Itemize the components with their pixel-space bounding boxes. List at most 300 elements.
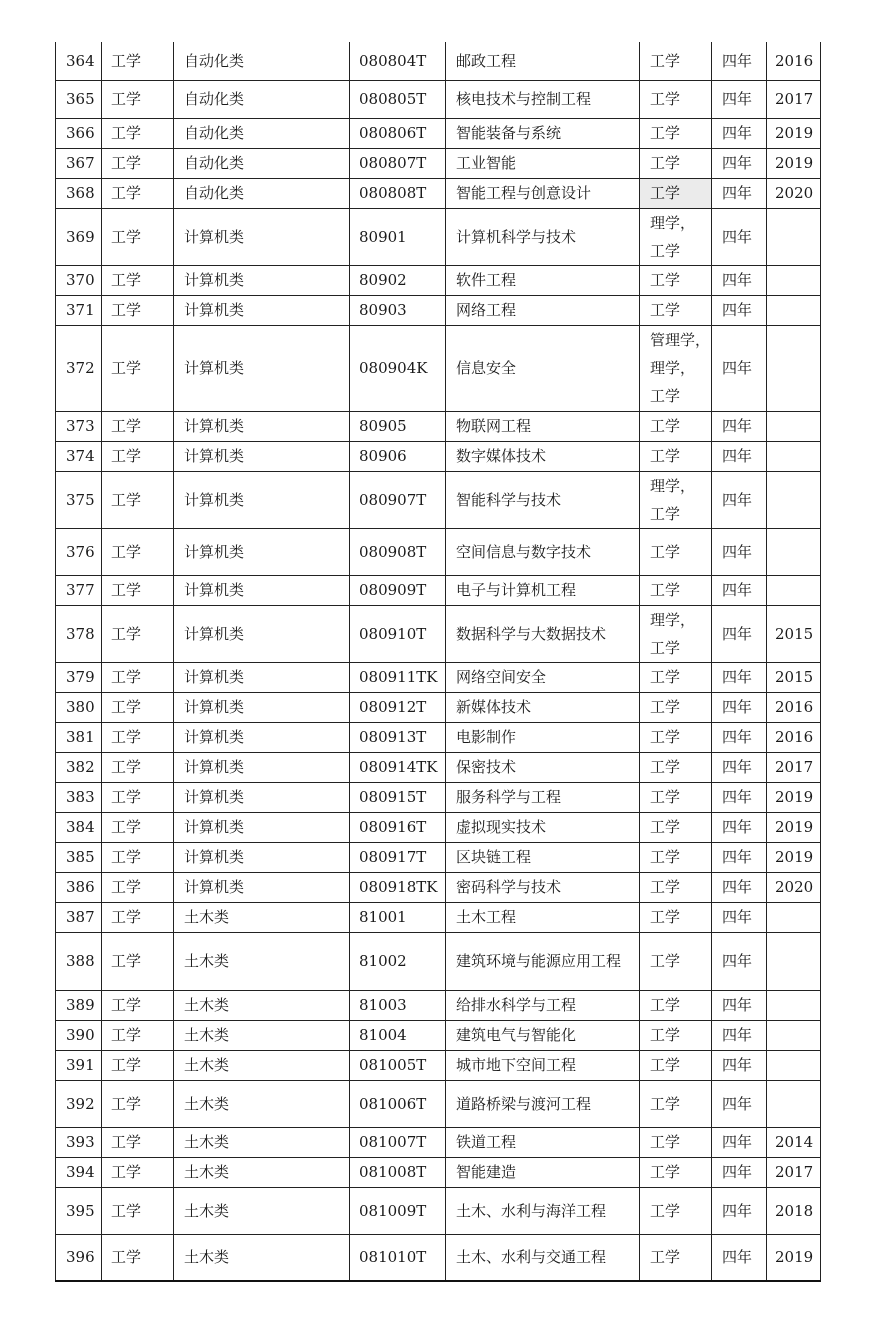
- table-row: [56, 1127, 821, 1157]
- row-number: 385: [56, 842, 102, 872]
- table-row: [56, 752, 821, 782]
- year-added-cell: 2020: [767, 872, 821, 902]
- category-cell: 计算机类: [174, 722, 350, 752]
- degree-cell: [640, 1020, 712, 1050]
- duration-cell: 四年: [712, 575, 767, 605]
- category-cell: 自动化类: [174, 178, 350, 208]
- category-cell: 计算机类: [174, 295, 350, 325]
- degree-cell: [640, 295, 712, 325]
- category-cell: 土木类: [174, 1080, 350, 1127]
- table-row: [56, 148, 821, 178]
- category-cell: 自动化类: [174, 42, 350, 80]
- row-number: 381: [56, 722, 102, 752]
- degree-cell: [640, 990, 712, 1020]
- major-code-cell: 080909T: [350, 575, 446, 605]
- major-name-cell: 邮政工程: [446, 42, 640, 80]
- table-row: [56, 42, 821, 80]
- degree-line: 工学: [650, 447, 681, 465]
- year-added-cell: 2015: [767, 662, 821, 692]
- discipline-cell: 工学: [102, 80, 174, 118]
- major-name-cell: 数据科学与大数据技术: [446, 605, 640, 662]
- row-number: 383: [56, 782, 102, 812]
- major-code-cell: 080808T: [350, 178, 446, 208]
- major-name-cell: 区块链工程: [446, 842, 640, 872]
- discipline-cell: 工学: [102, 411, 174, 441]
- table-row: [56, 471, 821, 528]
- row-number: 382: [56, 752, 102, 782]
- duration-cell: 四年: [712, 265, 767, 295]
- year-added-cell: [767, 932, 821, 990]
- degree-cell: [640, 471, 712, 528]
- major-name-cell: 道路桥梁与渡河工程: [446, 1080, 640, 1127]
- duration-cell: 四年: [712, 1127, 767, 1157]
- year-added-cell: [767, 990, 821, 1020]
- year-added-cell: [767, 1050, 821, 1080]
- category-cell: 计算机类: [174, 528, 350, 575]
- category-cell: 土木类: [174, 1050, 350, 1080]
- year-added-cell: 2019: [767, 842, 821, 872]
- degree-cell: [640, 528, 712, 575]
- year-added-cell: [767, 575, 821, 605]
- duration-cell: 四年: [712, 932, 767, 990]
- category-cell: 土木类: [174, 902, 350, 932]
- major-name-cell: 计算机科学与技术: [446, 208, 640, 265]
- row-number: 395: [56, 1187, 102, 1234]
- row-number: 393: [56, 1127, 102, 1157]
- degree-cell: [640, 1234, 712, 1281]
- discipline-cell: 工学: [102, 752, 174, 782]
- degree-cell: [640, 1157, 712, 1187]
- major-code-cell: 080917T: [350, 842, 446, 872]
- year-added-cell: [767, 208, 821, 265]
- discipline-cell: 工学: [102, 148, 174, 178]
- category-cell: 土木类: [174, 1234, 350, 1281]
- year-added-cell: [767, 1080, 821, 1127]
- category-cell: 土木类: [174, 1187, 350, 1234]
- degree-line: 工学: [650, 1248, 681, 1267]
- major-code-cell: 080805T: [350, 80, 446, 118]
- duration-cell: 四年: [712, 902, 767, 932]
- row-number: 388: [56, 932, 102, 990]
- degree-cell: [640, 411, 712, 441]
- discipline-cell: 工学: [102, 208, 174, 265]
- duration-cell: 四年: [712, 1187, 767, 1234]
- major-code-cell: 081009T: [350, 1187, 446, 1234]
- table-row: [56, 178, 821, 208]
- row-number: 380: [56, 692, 102, 722]
- degree-line: 工学: [650, 1026, 681, 1044]
- year-added-cell: [767, 441, 821, 471]
- major-name-cell: 电子与计算机工程: [446, 575, 640, 605]
- major-code-cell: 80906: [350, 441, 446, 471]
- duration-cell: 四年: [712, 662, 767, 692]
- major-name-cell: 智能建造: [446, 1157, 640, 1187]
- duration-cell: 四年: [712, 692, 767, 722]
- major-name-cell: 密码科学与技术: [446, 872, 640, 902]
- table-row: [56, 1234, 821, 1281]
- degree-line: 理学，: [650, 213, 696, 232]
- degree-line: 工学: [650, 301, 681, 319]
- category-cell: 计算机类: [174, 782, 350, 812]
- year-added-cell: 2019: [767, 148, 821, 178]
- row-number: 394: [56, 1157, 102, 1187]
- year-added-cell: 2016: [767, 692, 821, 722]
- degree-cell: [640, 902, 712, 932]
- degree-line: 工学: [650, 1133, 681, 1151]
- year-added-cell: [767, 902, 821, 932]
- row-number: 375: [56, 471, 102, 528]
- year-added-cell: 2019: [767, 118, 821, 148]
- degree-cell: [640, 80, 712, 118]
- degree-line: 工学: [650, 581, 681, 599]
- major-code-cell: 080806T: [350, 118, 446, 148]
- discipline-cell: 工学: [102, 1080, 174, 1127]
- year-added-cell: [767, 325, 821, 411]
- discipline-cell: 工学: [102, 575, 174, 605]
- major-code-cell: 080908T: [350, 528, 446, 575]
- duration-cell: 四年: [712, 528, 767, 575]
- duration-cell: 四年: [712, 812, 767, 842]
- degree-line: 工学: [650, 952, 681, 970]
- major-code-cell: 080918TK: [350, 872, 446, 902]
- degree-cell: [640, 662, 712, 692]
- degree-line: 工学: [650, 1201, 681, 1220]
- duration-cell: 四年: [712, 1080, 767, 1127]
- major-code-cell: 080910T: [350, 605, 446, 662]
- degree-cell: [640, 1127, 712, 1157]
- category-cell: 计算机类: [174, 605, 350, 662]
- table-row: [56, 842, 821, 872]
- major-code-cell: 81001: [350, 902, 446, 932]
- degree-cell: [640, 118, 712, 148]
- degree-line: 工学: [650, 728, 681, 746]
- major-code-cell: 080912T: [350, 692, 446, 722]
- duration-cell: 四年: [712, 605, 767, 662]
- table-row: [56, 812, 821, 842]
- degree-line: 工学: [650, 698, 681, 716]
- duration-cell: 四年: [712, 722, 767, 752]
- table-row: [56, 1020, 821, 1050]
- degree-line: 理学，: [650, 476, 696, 495]
- degree-line: 工学: [650, 51, 681, 70]
- row-number: 368: [56, 178, 102, 208]
- major-code-cell: 81004: [350, 1020, 446, 1050]
- degree-line: 工学: [650, 90, 681, 108]
- row-number: 376: [56, 528, 102, 575]
- row-number: 364: [56, 42, 102, 80]
- discipline-cell: 工学: [102, 662, 174, 692]
- table-row: [56, 872, 821, 902]
- discipline-cell: 工学: [102, 902, 174, 932]
- major-code-cell: 080904K: [350, 325, 446, 411]
- year-added-cell: [767, 411, 821, 441]
- major-name-cell: 土木、水利与交通工程: [446, 1234, 640, 1281]
- year-added-cell: 2019: [767, 1234, 821, 1281]
- year-added-cell: 2016: [767, 722, 821, 752]
- duration-cell: 四年: [712, 752, 767, 782]
- degree-cell: [640, 325, 712, 411]
- row-number: 367: [56, 148, 102, 178]
- table-row: [56, 1187, 821, 1234]
- major-name-cell: 土木工程: [446, 902, 640, 932]
- table-row: [56, 295, 821, 325]
- major-name-cell: 物联网工程: [446, 411, 640, 441]
- degree-line: 工学: [650, 1163, 681, 1181]
- major-name-cell: 建筑电气与智能化: [446, 1020, 640, 1050]
- category-cell: 自动化类: [174, 80, 350, 118]
- major-code-cell: 80902: [350, 265, 446, 295]
- degree-cell: [640, 752, 712, 782]
- degree-line: 工学: [650, 124, 681, 142]
- year-added-cell: [767, 265, 821, 295]
- degree-line: 工学: [650, 271, 681, 289]
- major-name-cell: 数字媒体技术: [446, 441, 640, 471]
- degree-cell: [640, 722, 712, 752]
- discipline-cell: 工学: [102, 528, 174, 575]
- row-number: 387: [56, 902, 102, 932]
- year-added-cell: 2019: [767, 812, 821, 842]
- major-code-cell: 080911TK: [350, 662, 446, 692]
- year-added-cell: 2017: [767, 1157, 821, 1187]
- degree-line: 工学: [650, 241, 681, 260]
- duration-cell: 四年: [712, 325, 767, 411]
- row-number: 391: [56, 1050, 102, 1080]
- major-code-cell: 080807T: [350, 148, 446, 178]
- degree-cell: [640, 872, 712, 902]
- discipline-cell: 工学: [102, 1050, 174, 1080]
- duration-cell: 四年: [712, 208, 767, 265]
- duration-cell: 四年: [712, 471, 767, 528]
- duration-cell: 四年: [712, 782, 767, 812]
- major-name-cell: 智能工程与创意设计: [446, 178, 640, 208]
- discipline-cell: 工学: [102, 990, 174, 1020]
- table-row: [56, 325, 821, 411]
- category-cell: 计算机类: [174, 471, 350, 528]
- degree-cell: [640, 1187, 712, 1234]
- row-number: 371: [56, 295, 102, 325]
- year-added-cell: [767, 471, 821, 528]
- category-cell: 计算机类: [174, 842, 350, 872]
- table-row: [56, 118, 821, 148]
- major-code-cell: 80903: [350, 295, 446, 325]
- category-cell: 土木类: [174, 1020, 350, 1050]
- discipline-cell: 工学: [102, 1234, 174, 1281]
- row-number: 386: [56, 872, 102, 902]
- category-cell: 计算机类: [174, 441, 350, 471]
- row-number: 390: [56, 1020, 102, 1050]
- discipline-cell: 工学: [102, 932, 174, 990]
- degree-cell: [640, 1050, 712, 1080]
- duration-cell: 四年: [712, 1157, 767, 1187]
- major-name-cell: 智能装备与系统: [446, 118, 640, 148]
- row-number: 373: [56, 411, 102, 441]
- category-cell: 自动化类: [174, 148, 350, 178]
- discipline-cell: 工学: [102, 1127, 174, 1157]
- year-added-cell: 2020: [767, 178, 821, 208]
- table-row: [56, 411, 821, 441]
- table-row: [56, 662, 821, 692]
- major-code-cell: 081008T: [350, 1157, 446, 1187]
- degree-line: 工学: [650, 788, 681, 806]
- major-name-cell: 电影制作: [446, 722, 640, 752]
- degree-cell: [640, 178, 712, 208]
- major-code-cell: 080915T: [350, 782, 446, 812]
- major-code-cell: 81002: [350, 932, 446, 990]
- major-code-cell: 081010T: [350, 1234, 446, 1281]
- degree-line: 工学: [650, 387, 681, 405]
- table-row: [56, 722, 821, 752]
- duration-cell: 四年: [712, 990, 767, 1020]
- year-added-cell: 2014: [767, 1127, 821, 1157]
- major-name-cell: 网络工程: [446, 295, 640, 325]
- degree-line: 工学: [650, 154, 681, 172]
- duration-cell: 四年: [712, 80, 767, 118]
- row-number: 366: [56, 118, 102, 148]
- table-row: [56, 441, 821, 471]
- discipline-cell: 工学: [102, 265, 174, 295]
- category-cell: 土木类: [174, 1127, 350, 1157]
- row-number: 374: [56, 441, 102, 471]
- category-cell: 计算机类: [174, 575, 350, 605]
- discipline-cell: 工学: [102, 722, 174, 752]
- major-code-cell: 081007T: [350, 1127, 446, 1157]
- discipline-cell: 工学: [102, 782, 174, 812]
- table-row: [56, 932, 821, 990]
- category-cell: 计算机类: [174, 325, 350, 411]
- row-number: 370: [56, 265, 102, 295]
- table-row: [56, 208, 821, 265]
- table-row: [56, 80, 821, 118]
- row-number: 379: [56, 662, 102, 692]
- degree-line: 工学: [650, 848, 681, 866]
- duration-cell: 四年: [712, 118, 767, 148]
- row-number: 372: [56, 325, 102, 411]
- degree-cell: [640, 842, 712, 872]
- duration-cell: 四年: [712, 1020, 767, 1050]
- duration-cell: 四年: [712, 872, 767, 902]
- discipline-cell: 工学: [102, 872, 174, 902]
- major-name-cell: 软件工程: [446, 265, 640, 295]
- degree-line: 工学: [650, 878, 681, 896]
- row-number: 389: [56, 990, 102, 1020]
- degree-line: 工学: [650, 908, 681, 926]
- major-name-cell: 智能科学与技术: [446, 471, 640, 528]
- major-name-cell: 保密技术: [446, 752, 640, 782]
- category-cell: 计算机类: [174, 812, 350, 842]
- table-row: [56, 605, 821, 662]
- major-name-cell: 建筑环境与能源应用工程: [446, 932, 640, 990]
- row-number: 369: [56, 208, 102, 265]
- duration-cell: 四年: [712, 148, 767, 178]
- discipline-cell: 工学: [102, 1157, 174, 1187]
- discipline-cell: 工学: [102, 812, 174, 842]
- degree-line: 工学: [650, 668, 681, 686]
- degree-cell: [640, 42, 712, 80]
- major-name-cell: 铁道工程: [446, 1127, 640, 1157]
- table-row: [56, 1157, 821, 1187]
- table-row: [56, 782, 821, 812]
- discipline-cell: 工学: [102, 605, 174, 662]
- year-added-cell: 2019: [767, 782, 821, 812]
- duration-cell: 四年: [712, 1234, 767, 1281]
- category-cell: 土木类: [174, 1157, 350, 1187]
- major-name-cell: 新媒体技术: [446, 692, 640, 722]
- year-added-cell: [767, 1020, 821, 1050]
- discipline-cell: 工学: [102, 42, 174, 80]
- degree-cell: [640, 208, 712, 265]
- major-code-cell: 080804T: [350, 42, 446, 80]
- major-code-cell: 080914TK: [350, 752, 446, 782]
- table-row: [56, 575, 821, 605]
- major-name-cell: 城市地下空间工程: [446, 1050, 640, 1080]
- year-added-cell: 2017: [767, 752, 821, 782]
- row-number: 396: [56, 1234, 102, 1281]
- duration-cell: 四年: [712, 295, 767, 325]
- row-number: 392: [56, 1080, 102, 1127]
- row-number: 365: [56, 80, 102, 118]
- degree-cell: [640, 148, 712, 178]
- major-code-cell: 80905: [350, 411, 446, 441]
- degree-line: 工学: [650, 1056, 681, 1074]
- category-cell: 计算机类: [174, 662, 350, 692]
- degree-cell: [640, 782, 712, 812]
- year-added-cell: [767, 295, 821, 325]
- degree-cell: [640, 575, 712, 605]
- degree-line: 工学: [650, 996, 681, 1014]
- degree-line: 理学，: [650, 610, 696, 629]
- degree-cell: [640, 605, 712, 662]
- degree-cell: [640, 265, 712, 295]
- table-row: [56, 990, 821, 1020]
- degree-line: 理学，: [650, 359, 696, 377]
- discipline-cell: 工学: [102, 295, 174, 325]
- degree-cell: [640, 1080, 712, 1127]
- category-cell: 计算机类: [174, 265, 350, 295]
- discipline-cell: 工学: [102, 1020, 174, 1050]
- row-number: 377: [56, 575, 102, 605]
- major-name-cell: 土木、水利与海洋工程: [446, 1187, 640, 1234]
- category-cell: 计算机类: [174, 208, 350, 265]
- duration-cell: 四年: [712, 411, 767, 441]
- major-name-cell: 服务科学与工程: [446, 782, 640, 812]
- row-number: 378: [56, 605, 102, 662]
- degree-line: 管理学，: [650, 331, 711, 349]
- category-cell: 计算机类: [174, 411, 350, 441]
- degree-line: 工学: [650, 638, 681, 657]
- major-name-cell: 信息安全: [446, 325, 640, 411]
- discipline-cell: 工学: [102, 692, 174, 722]
- major-code-cell: 080907T: [350, 471, 446, 528]
- table-row: [56, 902, 821, 932]
- table-row: [56, 1080, 821, 1127]
- major-name-cell: 虚拟现实技术: [446, 812, 640, 842]
- table-row: [56, 528, 821, 575]
- discipline-cell: 工学: [102, 842, 174, 872]
- duration-cell: 四年: [712, 441, 767, 471]
- degree-cell: [640, 441, 712, 471]
- degree-line: 工学: [650, 184, 681, 202]
- year-added-cell: 2015: [767, 605, 821, 662]
- year-added-cell: 2017: [767, 80, 821, 118]
- table-body: [56, 42, 821, 1281]
- duration-cell: 四年: [712, 1050, 767, 1080]
- duration-cell: 四年: [712, 42, 767, 80]
- degree-line: 工学: [650, 818, 681, 836]
- year-added-cell: 2018: [767, 1187, 821, 1234]
- document-page: [55, 42, 821, 1282]
- major-code-cell: 080916T: [350, 812, 446, 842]
- degree-line: 工学: [650, 504, 681, 523]
